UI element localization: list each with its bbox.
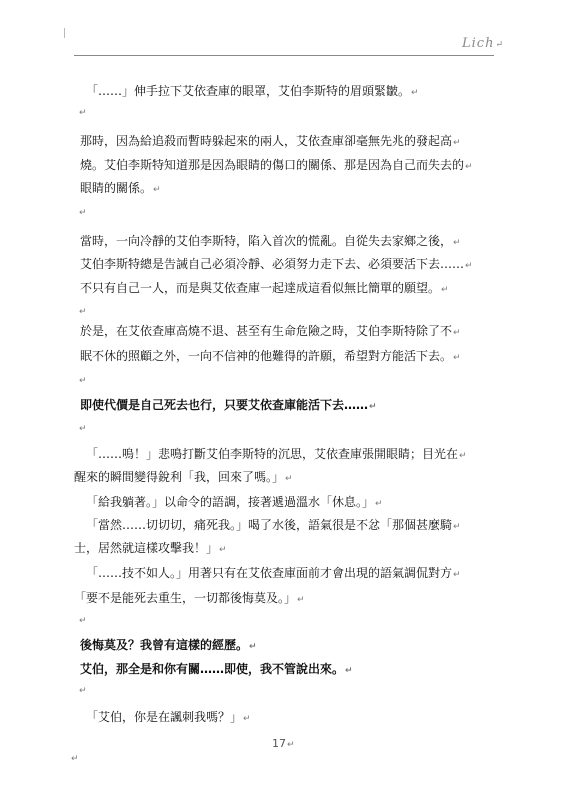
paragraph-mark: ↵ xyxy=(441,285,449,295)
header-rule xyxy=(74,55,494,56)
text-line xyxy=(80,132,510,149)
text-line-content: 醒來的瞬間變得銳利「我，回來了嗎。」 xyxy=(74,470,285,484)
text-line-content: 「要不是能死去重生，一切都後悔莫及。」 xyxy=(74,591,297,605)
paragraph-mark: ↵ xyxy=(411,88,419,98)
paragraph-mark: ↵ xyxy=(453,328,461,338)
text-line-content: 士，居然就這樣攻擊我！」 xyxy=(74,541,219,555)
paragraph-mark: ↵ xyxy=(453,238,461,248)
paragraph-mark: ↵ xyxy=(71,754,79,764)
text-line-content: 艾伯李斯特總是告誡自己必須冷靜、必須努力走下去、必須要活下去…… xyxy=(80,257,465,271)
paragraph-mark: ↵ xyxy=(79,108,87,118)
paragraph-mark: ↵ xyxy=(375,499,383,509)
header-logo xyxy=(462,36,504,51)
text-line xyxy=(80,322,510,339)
text-line-content: 眼睛的關係。 xyxy=(80,181,153,195)
header-logo-text: Lich xyxy=(462,36,495,51)
paragraph-mark: ↵ xyxy=(465,261,473,271)
text-line xyxy=(80,279,510,296)
text-line xyxy=(80,347,510,364)
text-line xyxy=(86,82,516,99)
paragraph-mark: ↵ xyxy=(459,451,467,461)
paragraph-mark: ↵ xyxy=(79,307,87,317)
paragraph-mark: ↵ xyxy=(79,616,87,626)
text-line xyxy=(78,104,508,118)
paragraph-mark: ↵ xyxy=(79,208,87,218)
paragraph-mark: ↵ xyxy=(249,642,257,652)
text-line xyxy=(74,468,504,485)
paragraph-mark: ↵ xyxy=(345,666,353,676)
text-line-content: 「艾伯，你是在諷刺我嗎？」 xyxy=(86,710,243,724)
text-line xyxy=(78,612,508,626)
text-line xyxy=(80,255,510,272)
paragraph-mark: ↵ xyxy=(219,545,227,555)
paragraph-mark: ↵ xyxy=(453,522,461,532)
text-line xyxy=(74,539,504,556)
text-line-content: 「給我躺著。」以命令的語調，接著遞過溫水「休息。」 xyxy=(86,495,375,509)
text-line xyxy=(80,232,510,249)
text-line-content: 「當然……切切切，痛死我。」喝了水後，語氣很是不忿「那個甚麼騎 xyxy=(86,518,453,532)
text-line xyxy=(78,303,508,317)
paragraph-mark: ↵ xyxy=(287,740,295,750)
text-line-content: 當時，一向冷靜的艾伯李斯特，陷入首次的慌亂。自從失去家鄉之後， xyxy=(80,234,453,248)
text-line xyxy=(80,636,510,653)
paragraph-mark: ↵ xyxy=(495,40,504,50)
text-line xyxy=(86,708,516,725)
text-line-content: 「……」伸手拉下艾依查庫的眼罩，艾伯李斯特的眉頭緊皺。 xyxy=(86,84,411,98)
text-line-content: 眠不休的照顧之外，一向不信神的他難得的許願，希望對方能活下去。 xyxy=(80,349,453,363)
margin-corner-mark xyxy=(64,28,73,38)
text-line xyxy=(86,445,516,462)
paragraph-mark: ↵ xyxy=(369,402,377,412)
text-line xyxy=(78,682,508,696)
paragraph-mark: ↵ xyxy=(79,424,87,434)
paragraph-mark: ↵ xyxy=(297,595,305,605)
text-line xyxy=(86,493,516,510)
text-line-content: 「……技不如人。」用著只有在艾依查庫面前才會出現的語氣調侃對方 xyxy=(86,566,453,580)
text-line xyxy=(86,516,516,533)
paragraph-mark: ↵ xyxy=(285,474,293,484)
text-line-content: 艾伯，那全是和你有關……即使，我不管說出來。 xyxy=(80,662,345,676)
text-line-content: 「……嗚！」悲鳴打斷艾伯李斯特的沉思，艾依查庫張開眼睛；目光在 xyxy=(86,447,459,461)
text-line-content: 即使代價是自己死去也行，只要艾依查庫能活下去…… xyxy=(80,398,369,412)
paragraph-mark: ↵ xyxy=(153,185,161,195)
paragraph-mark: ↵ xyxy=(79,686,87,696)
text-line-content: 那時，因為給追殺而暫時躲起來的兩人，艾依查庫卻毫無先兆的發起高 xyxy=(80,134,453,148)
paragraph-mark: ↵ xyxy=(465,162,473,172)
text-line-content: 燒。艾伯李斯特知道那是因為眼睛的傷口的關係、那是因為自己而失去的 xyxy=(80,158,465,172)
paragraph-mark: ↵ xyxy=(243,714,251,724)
paragraph-mark: ↵ xyxy=(79,376,87,386)
text-line-content: 後悔莫及？我曾有這樣的經歷。 xyxy=(80,638,249,652)
text-line-content: 不只有自己一人，而是與艾依查庫一起達成這看似無比簡單的願望。 xyxy=(80,281,441,295)
text-line xyxy=(78,420,508,434)
paragraph-mark: ↵ xyxy=(453,353,461,363)
text-line xyxy=(80,660,510,677)
text-line-content: 於是，在艾依查庫高燒不退、甚至有生命危險之時，艾伯李斯特除了不 xyxy=(80,324,453,338)
paragraph-mark: ↵ xyxy=(453,570,461,580)
text-line xyxy=(80,179,510,196)
page-number xyxy=(272,737,295,750)
text-line xyxy=(80,396,510,413)
text-line xyxy=(78,204,508,218)
text-line xyxy=(86,564,516,581)
text-line xyxy=(74,589,504,606)
page-number-text: 17 xyxy=(272,737,286,750)
text-line xyxy=(78,372,508,386)
text-line xyxy=(80,156,510,173)
paragraph-mark: ↵ xyxy=(453,138,461,148)
